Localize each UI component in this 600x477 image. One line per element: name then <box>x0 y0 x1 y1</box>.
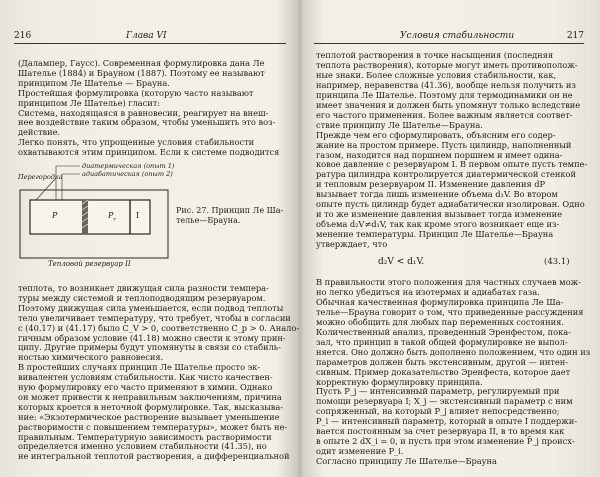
text-line: жание на простом примере. Пусть цилиндр, наполненный <box>316 139 572 150</box>
caption-line-2: телье—Брауна. <box>176 216 241 225</box>
text-line: вается постоянным за счет резервуара II, в то время как <box>316 426 565 437</box>
text-line: опыте пусть цилиндр будет адиабатически изолирован. Одно <box>316 199 585 210</box>
text-line: параметров должен быть экстенсивным, другой — интен- <box>316 356 568 367</box>
text-line: ние: «Экзотермическое растворение вызывает уменьшение <box>18 411 280 422</box>
text-line: но легко убедиться на изотермах и адиабатах газа. <box>316 286 540 297</box>
text-line: Простейшая формулировка (которую часто называют <box>18 87 254 98</box>
text-line: газом, находится над поршнем поршнем и имеет одина- <box>316 149 563 160</box>
text-line: принципа Ле Шателье. Поэтому для термодинамики он не <box>316 89 573 100</box>
text-line: помощи резервуара I; X_j — экстенсивный параметр с ним <box>316 396 573 407</box>
text-line: В правильности этого положения для частных случаев мож- <box>316 277 581 287</box>
text-line: Легко понять, что упрощенные условия стабильности <box>18 137 255 148</box>
text-line: (Далампер, Гаусс). Современная формулировка дана Ле <box>18 58 265 68</box>
text-line: он может привести к неправильным заключениям, причина <box>18 391 282 402</box>
figure-caption <box>176 206 283 226</box>
text-line: не интегральной теплотой растворения, а дифференциальной <box>18 451 290 462</box>
text-line: которых кроется в неточной формулировке. Так, высказыва- <box>18 401 284 412</box>
reservoir-i-label: I <box>136 211 140 220</box>
text-line: зал, что принцип в такой общей формулировке не выпол- <box>316 336 568 347</box>
right-page <box>300 0 600 477</box>
text-line: корректную формулировку принципа. <box>316 376 483 387</box>
text-line: вивалентен условиям стабильности. Как чисто качествен- <box>18 372 273 383</box>
figure-27 <box>16 160 292 274</box>
cylinder <box>30 200 150 234</box>
text-line: одит изменение P_i. <box>316 446 404 457</box>
text-line: правильным. Температурную зависимость растворимости <box>18 431 272 442</box>
text-line: в опыте 2 dX_i = 0, и пусть при этом изменение P̄_j происх- <box>316 436 575 447</box>
text-line: с (40.17) и (41.17) было C_V > 0, соответственно C_p > 0. Анало- <box>18 322 300 333</box>
text-line: Шателье (1884) и Брауном (1887). Поэтому ее называют <box>18 67 265 78</box>
text-line: телье—Брауна говорит о том, что приведенные рассуждения <box>316 306 584 317</box>
text-line: теплотой растворения в точке насыщения (последняя <box>316 50 554 60</box>
formula: d₂V < d₁V. <box>378 257 425 267</box>
reservoir-ii-label: Тепловой резервуар II <box>48 260 131 268</box>
text-line: принципом Ле Шателье — Брауна. <box>18 77 170 88</box>
adiabatic-label: адиабатическая (опыт 2) <box>82 170 173 178</box>
text-line: Прежде чем его сформулировать, объясним его содер- <box>316 129 556 140</box>
text-line: Согласно принципу Ле Шателье—Брауна <box>316 456 497 467</box>
text-line: охватываются этим принципом. Если к системе подводится <box>18 147 280 158</box>
text-line: ратура цилиндра контролируется диатермической стенкой <box>316 169 576 180</box>
partition-label: Перегородка <box>18 173 63 181</box>
page-number: 217 <box>566 31 584 41</box>
piston <box>82 200 88 234</box>
text-line: P_i — интенсивный параметр, который в опыте I поддержи- <box>316 416 577 427</box>
text-line: вызывает тогда лишь изменение объема d₁V. Во втором <box>316 189 558 200</box>
text-line: его частого применения. Более важным является соответ- <box>316 109 573 120</box>
pr-subscript: r <box>113 216 116 223</box>
text-line: теплота, то возникает движущая сила разности темпера- <box>18 283 269 293</box>
left-page-header <box>14 30 286 42</box>
text-line: гичным образом условие (41.18) можно свести к этому прин- <box>18 332 286 343</box>
text-line: тело увеличивает температуру, что требует, чтобы в согласии <box>18 312 291 323</box>
text-line: ципу. Другие примеры будут упомянуты в связи со стабиль- <box>18 342 281 353</box>
caption-line-1: Рис. 27. Принцип Ле Ша- <box>176 206 284 215</box>
text-line: утверждает, что <box>316 239 388 250</box>
pr-symbol: P <box>108 211 114 220</box>
text-line: нее воздействие таким образом, чтобы уменьшить это воз- <box>18 117 276 128</box>
text-line: няется. Оно должно быть дополнено положением, что один из <box>316 346 591 357</box>
text-line: Пусть P_j — интенсивный параметр, регулируемый при <box>316 386 560 397</box>
text-line: Поэтому движущая сила уменьшается, если подвод теплоты <box>18 302 284 313</box>
formula-number: (43.1) <box>544 257 570 267</box>
text-line: ную формулировку его часто применяют в химии. Однако <box>18 382 273 392</box>
text-line: и то же изменение давления вызывает тогда изменение <box>316 209 562 220</box>
text-line: сивным. Пример доказательство Эренфеста, которое дает <box>316 366 571 377</box>
header-rule <box>14 43 286 44</box>
diathermic-label: диатермическая (опыт 1) <box>82 162 175 170</box>
header-rule <box>314 43 584 44</box>
pr-label <box>108 212 116 224</box>
text-line: имеет значения и должен быть упомянут только вследствие <box>316 99 581 110</box>
text-line: ностью химического равновесия. <box>18 352 164 363</box>
text-line: растворимости с повышением температуры», может быть не- <box>18 421 288 432</box>
text-line: теплота растворения), которые могут иметь противополож- <box>316 59 578 70</box>
text-line: туры между системой и теплоподводящим резервуаром. <box>18 292 266 303</box>
right-page-header <box>314 30 584 42</box>
text-line: ковое давление с резервуаром I. В первом опыте пусть темпе- <box>316 159 588 170</box>
pressure-label: P <box>52 211 58 220</box>
text-line: и тепловым резервуаром II. Изменение давления dP <box>316 179 546 190</box>
text-line: ствие принципу Ле Шателье—Брауна. <box>316 119 483 130</box>
text-line: объема d₂V≠d₁V, так как кроме этого возникает еще из- <box>316 219 560 230</box>
text-line: Система, находящаяся в равновесии, реагирует на внеш- <box>18 107 269 118</box>
text-line: В простейших случаях принцип Ле Шателье просто эк- <box>18 362 261 373</box>
text-line: ные знаки. Более сложные условия стабильности, как, <box>316 69 557 80</box>
text-line: принципом Ле Шателье) гласит: <box>18 97 161 108</box>
text-line: менение температуры. Принцип Ле Шателье—Брауна <box>316 229 554 240</box>
text-line: можно обобщить для любых пар переменных состояния. <box>316 316 564 327</box>
running-title: Глава VI <box>126 31 167 41</box>
text-line: например, неравенства (41.36), вообще нельзя получить из <box>316 79 576 90</box>
page-number: 216 <box>14 31 32 41</box>
text-line: определяется именно условием стабильности (41.35), но <box>18 441 267 452</box>
text-line: сопряженный, на который P_j влияет непосредственно; <box>316 406 560 417</box>
text-line: Обычная качественная формулировка принципа Ле Ша- <box>316 296 564 307</box>
text-line: действие. <box>18 127 61 138</box>
running-title: Условия стабильности <box>400 31 515 41</box>
text-line: Количественный анализ, проведенный Эренфестом, пока- <box>316 326 571 337</box>
